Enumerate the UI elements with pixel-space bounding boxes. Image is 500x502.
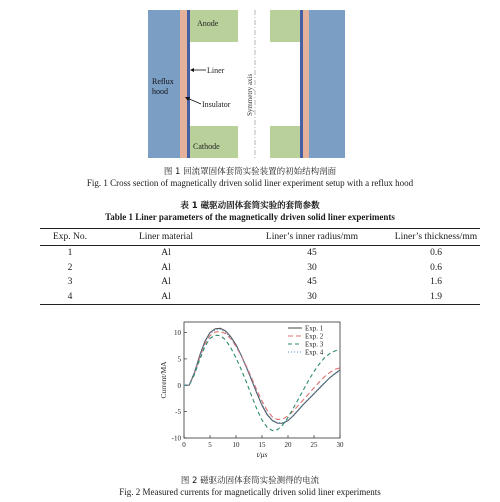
y-axis-label: Current/MA <box>159 361 168 399</box>
table-cell: 30 <box>307 262 317 273</box>
table-cell: 1.6 <box>430 277 442 288</box>
y-tick-label: 0 <box>177 381 181 390</box>
liner-left <box>187 10 190 158</box>
x-tick-label: 10 <box>232 441 240 449</box>
anode-right <box>270 10 304 42</box>
insulator-left <box>180 10 187 158</box>
table-cell: 45 <box>307 248 317 259</box>
label-reflux-hood-line1: Reflux <box>152 77 174 86</box>
table-cell: 1 <box>67 248 73 259</box>
x-axis-label: t/μs <box>256 450 268 459</box>
figure1-caption-en: Fig. 1 Cross section of magnetically driven solid liner experiment setup with a reflux hood <box>86 178 414 188</box>
figure1-schematic <box>140 6 360 158</box>
table-cell: 0.6 <box>430 248 442 259</box>
table-header-material: Liner material <box>100 229 232 246</box>
figure2-caption-en: Fig. 2 Measured currents for magnetically driven solid liner experiments <box>119 487 381 497</box>
y-tick-label: 10 <box>174 329 181 338</box>
table-header-inner-radius: Liner’s inner radius/mm <box>232 229 392 246</box>
y-tick-label: -10 <box>171 434 181 443</box>
liner-arrowhead <box>190 68 194 72</box>
table-cell: 1.9 <box>392 290 480 305</box>
label-anode: Anode <box>197 19 219 28</box>
figure2-current-chart <box>154 318 350 468</box>
insulator-right <box>303 10 309 158</box>
table-cell: Al <box>161 277 171 288</box>
table1 <box>40 228 480 305</box>
liner-right <box>300 10 303 158</box>
legend-label: Exp. 2 <box>305 332 324 341</box>
legend-label: Exp. 1 <box>305 324 324 333</box>
table1-title-en: Table 1 Liner parameters of the magnetically driven solid liner experiments <box>105 212 395 222</box>
label-liner: Liner <box>207 66 225 75</box>
table-cell: 4 <box>40 290 100 305</box>
table-row <box>40 261 480 276</box>
x-tick-label: 15 <box>258 441 266 449</box>
label-reflux-hood-line2: hood <box>152 87 168 96</box>
symmetry-axis-label: Symmetry axis <box>246 73 254 116</box>
table-cell: Al <box>100 290 232 305</box>
table-cell: Al <box>161 248 171 259</box>
reflux-hood-right <box>309 10 345 158</box>
table-cell: 45 <box>307 277 317 288</box>
table-header-thickness: Liner’s thickness/mm <box>392 229 480 246</box>
table-cell: 0.6 <box>430 262 442 273</box>
legend-label: Exp. 3 <box>305 340 324 349</box>
x-tick-label: 0 <box>182 441 186 449</box>
table-row <box>40 246 480 261</box>
cathode-right <box>270 126 304 158</box>
table-cell: 3 <box>67 277 73 288</box>
table-row <box>40 275 480 290</box>
x-tick-label: 20 <box>284 441 292 449</box>
label-insulator: Insulator <box>202 100 231 109</box>
y-tick-label: -5 <box>175 408 181 417</box>
legend-label: Exp. 4 <box>305 348 324 357</box>
figure1-caption-zh: 图 1 回流罩固体套筒实验装置的初始结构剖面 <box>163 167 337 177</box>
x-tick-label: 30 <box>336 441 344 449</box>
table-cell: 30 <box>232 290 392 305</box>
figure2-caption-zh: 图 2 磁驱动固体套筒实验测得的电流 <box>180 476 320 486</box>
table-header-exp-no: Exp. No. <box>40 229 100 246</box>
table-header-row <box>40 229 480 246</box>
x-tick-label: 25 <box>310 441 318 449</box>
x-tick-label: 5 <box>208 441 212 449</box>
y-tick-label: 5 <box>177 355 181 364</box>
table-cell: Al <box>161 262 171 273</box>
table1-title-zh: 表 1 磁驱动固体套筒实验的套筒参数 <box>180 201 320 211</box>
label-cathode: Cathode <box>193 142 220 151</box>
table-row <box>40 290 480 305</box>
table-cell: 2 <box>67 262 73 273</box>
